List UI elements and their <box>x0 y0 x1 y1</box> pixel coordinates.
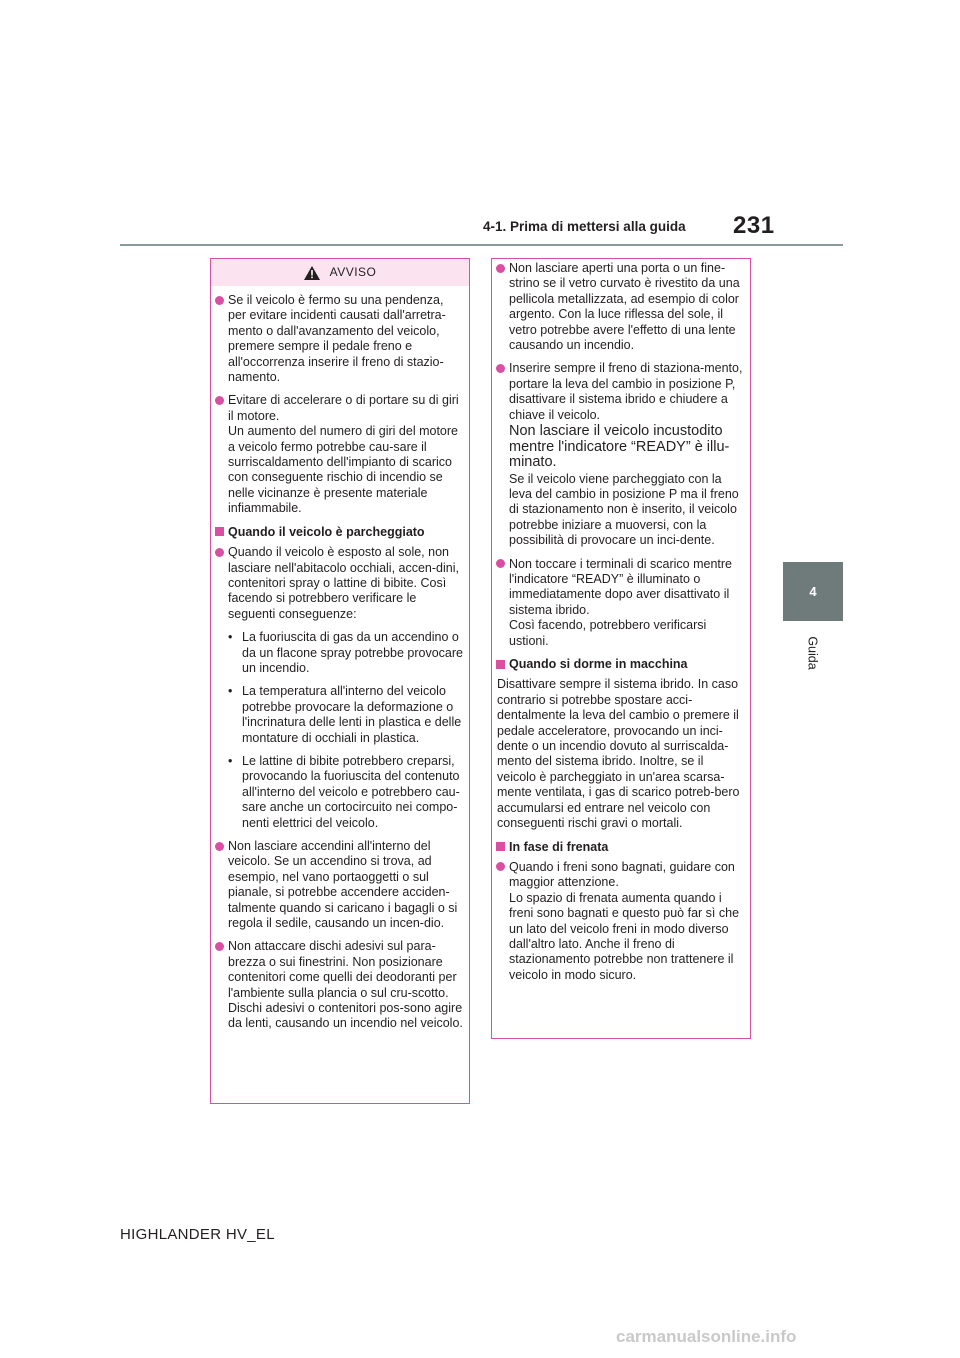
subheading-text: Quando il veicolo è parcheggiato <box>228 524 425 539</box>
bullet-dot-icon <box>496 862 505 871</box>
sub-item-text: La fuoriuscita di gas da un accendino o da un flacone spray potrebbe provocare un incendio. <box>242 630 463 675</box>
section-subheading <box>492 657 750 672</box>
bullet-dot-icon <box>215 842 224 851</box>
bullet-text: Non lasciare aperti una porta o un fine-strino se il vetro curvato è rivestito da una pellicola metallizzata, ad esempio di color argento. Con la luce riflessa del sole, il vetro potrebbe avere l'effetto di una lente causando un incendio. <box>509 261 740 353</box>
section-title: 4-1. Prima di mettersi alla guida <box>483 219 686 234</box>
bullet-text: Non lasciare accendini all'interno del veicolo. Se un accendino si trova, ad esempio, nel vano portaoggetti o sul pianale, si potrebbe accendere acciden-talmente quando si caricano i bagagli o si regola il sedile, causando un incen-dio. <box>228 839 458 931</box>
bullet-text-continued: Così facendo, potrebbero verificarsi ustioni. <box>509 618 707 648</box>
sub-item-text: La temperatura all'interno del veicolo potrebbe provocare la deformazione o l'incrinatura delle lenti in plastica e delle montature di occhiali in plastica. <box>242 684 462 745</box>
bullet-dot-icon <box>215 548 224 557</box>
square-marker-icon <box>496 660 505 669</box>
warning-list-left <box>211 293 469 1032</box>
bullet-text-continued: Lo spazio di frenata aumenta quando i freni sono bagnati e questo può far sì che un lato del veicolo freni in modo diverso dall'altro lato. Anche il freno di stazionamento potrebbe non trattenere il veicolo in modo sicuro. <box>509 890 740 982</box>
bullet-dot-icon <box>496 364 505 373</box>
bullet-item <box>492 261 750 353</box>
bullet-dot-icon <box>496 264 505 273</box>
bullet-text: Evitare di accelerare o di portare su di giri il motore. <box>228 393 459 423</box>
bullet-item <box>211 393 469 516</box>
bullet-item <box>211 939 469 1031</box>
bullet-dot-icon <box>215 396 224 405</box>
bullet-item <box>211 839 469 931</box>
sub-bullet-marker: • <box>228 684 233 699</box>
bullet-dot-icon <box>215 296 224 305</box>
chapter-tab-label-text: Guida <box>805 636 820 670</box>
warning-header-label: AVVISO <box>329 264 377 279</box>
section-subheading <box>492 840 750 855</box>
bullet-item <box>211 293 469 385</box>
bullet-text-continued: Se il veicolo viene parcheggiato con la leva del cambio in posizione P ma il freno di stazionamento non è inserito, il veicolo potrebbe iniziare a muoversi, con la possibilità di provocare un inci-dente. <box>509 471 739 548</box>
bullet-text: Se il veicolo è fermo su una pendenza, per evitare incidenti causati dall'arretra-mento o dall'avanzamento del veicolo, premere sempre il pedale freno e all'occorrenza inserire il freno di stazio-namento. <box>228 293 446 385</box>
paragraph-text: Disattivare sempre il sistema ibrido. In caso contrario si potrebbe spostare acci-dentalmente la leva del cambio o premere il pedale acceleratore, provocando un inci-dente o un incendio dovuto al surriscalda-mento del sistema ibrido. Inoltre, se il veicolo è parcheggiato in un'area scarsa-mente ventilata, i gas di scarico potreb-bero accumularsi ed entrare nel veicolo con conseguenti rischi gravi o mortali. <box>497 677 740 831</box>
watermark: carmanualsonline.info <box>616 1327 797 1346</box>
chapter-tab-number: 4 <box>809 584 817 599</box>
square-marker-icon <box>496 842 505 851</box>
header-rule <box>120 244 843 246</box>
chapter-tab-label <box>787 628 839 678</box>
bullet-text: Quando il veicolo è esposto al sole, non lasciare nell'abitacolo occhiali, accen-dini, contenitori spray o lattine di bibite. Così facendo si potrebbero verificare le seguenti conseguenze: <box>228 545 459 621</box>
sub-bullet-marker: • <box>228 630 233 645</box>
bullet-dot-icon <box>496 559 505 568</box>
warning-header <box>211 259 469 286</box>
subheading-text: Quando si dorme in macchina <box>509 657 688 672</box>
sub-list-item <box>211 684 469 746</box>
page-number: 231 <box>733 212 775 239</box>
warning-box-right <box>491 258 751 1039</box>
warning-box-left <box>210 258 470 1104</box>
bullet-dot-icon <box>215 942 224 951</box>
bullet-text: Non toccare i terminali di scarico mentre l'indicatore “READY” è illuminato o immediatamente dopo aver disattivato il sistema ibrido. <box>509 556 732 617</box>
sub-list-item <box>211 754 469 831</box>
bullet-item <box>492 860 750 983</box>
bullet-text: Inserire sempre il freno di staziona-mento, portare la leva del cambio in posizione P, disattivare il sistema ibrido e chiudere a chiave il veicolo. <box>509 361 743 422</box>
bullet-item <box>211 545 469 622</box>
warning-triangle-icon <box>304 266 320 280</box>
paragraph <box>492 677 750 831</box>
bullet-item <box>492 557 750 649</box>
warning-list-right <box>492 261 750 983</box>
bullet-text: Quando i freni sono bagnati, guidare con maggior attenzione. <box>509 859 735 890</box>
bullet-text-continued: Un aumento del numero di giri del motore a veicolo fermo potrebbe cau-sare il surriscaldamento dell'impianto di scarico con conseguente rischio di incendio se nelle vicinanze è presente materiale infiammabile. <box>228 424 458 516</box>
bullet-text: Non attaccare dischi adesivi sul para-brezza o sui finestrini. Non posizionare contenitori come quelli dei deodoranti per l'ambiente sulla plancia o sul cru-scotto. Dischi adesivi o contenitori pos-sono agire da lenti, causando un incendio nel veicolo. <box>228 939 463 1031</box>
emphasis-text: Non lasciare il veicolo incustodito mentre l'indicatore “READY” è illu-minato. <box>509 423 730 471</box>
section-subheading <box>211 525 469 540</box>
bullet-item <box>492 361 750 548</box>
sub-list-item <box>211 630 469 676</box>
square-marker-icon <box>215 527 224 536</box>
chapter-tab[interactable] <box>783 562 843 621</box>
footer-model: HIGHLANDER HV_EL <box>120 1226 275 1243</box>
subheading-text: In fase di frenata <box>509 839 609 854</box>
sub-item-text: Le lattine di bibite potrebbero creparsi, provocando la fuoriuscita del contenuto all'interno del veicolo e potrebbero cau-sare anche un cortocircuito nei compo-nenti elettrici del veicolo. <box>242 753 460 830</box>
sub-bullet-marker: • <box>228 753 233 768</box>
